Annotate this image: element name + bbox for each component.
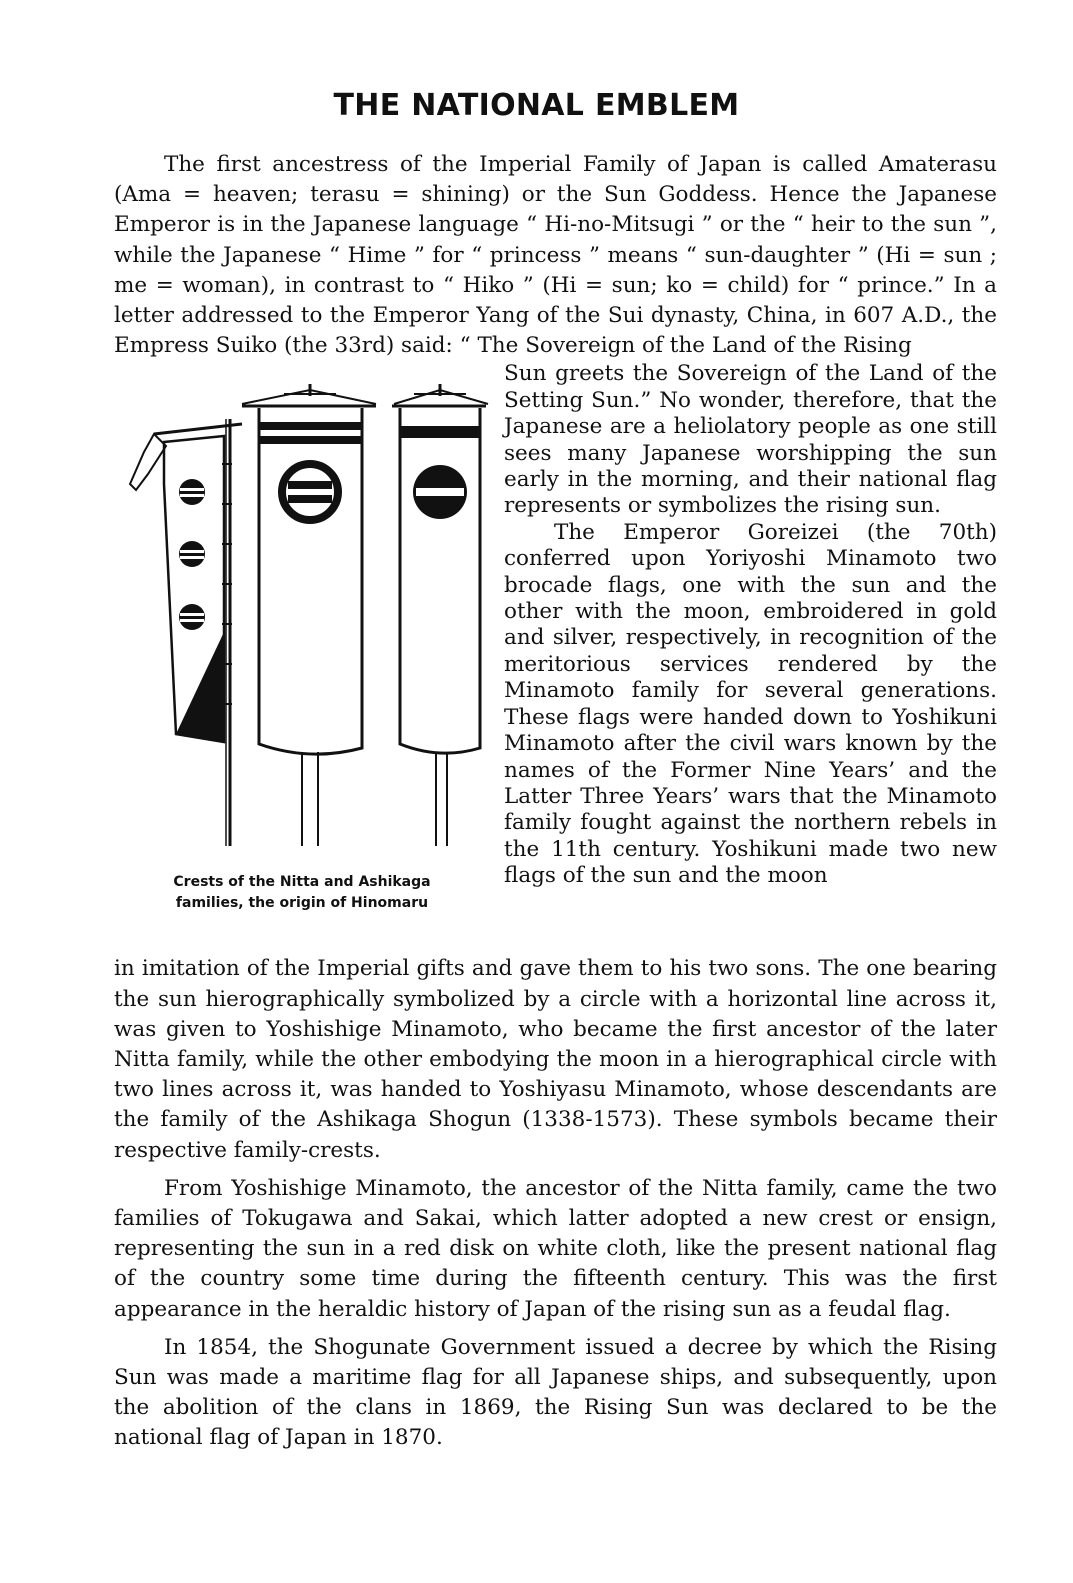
sun-crest-icon [413,465,467,519]
ashikaga-crest-icon [282,464,338,520]
nitta-crest-icon [179,479,205,630]
figure-wrap-section [114,361,997,912]
paragraph-1-top: The first ancestress of the Imperial Family of Japan is called Amaterasu (Ama = heaven; terasu = shining) or the Sun Goddess. Hence the Japanese Emperor is in the Japanese language “ Hi-no-Mitsugi ” or the “ heir to the sun ”, while the Japanese “ Hime ” for “ princess ” means “ sun-daughter ” (Hi = sun ; me = woman), in contrast to “ Hiko ” (Hi = sun; ko = child) for “ prince.” In a letter addressed to the Emperor Yang of the Sui dynasty, China, in 607 A.D., the Empress Suiko (the 33rd) said: “ The Sovereign of the Land of the Rising [114,152,997,359]
caption-line-1: Crests of the Nitta and Ashikaga [173,874,431,891]
paragraph-4: In 1854, the Shogunate Government issued a decree by which the Rising Sun was made a maritime flag for all Japanese ships, and subsequently, upon the abolition of the clans in 1869, the Rising Sun was declared to be the national flag of Japan in 1870. [114,1334,997,1451]
flag-figure [114,364,494,954]
paragraph-2-rest: in imitation of the Imperial gifts and gave them to his two sons. The one bearing the sun hierographically symbolized by a circle with a horizontal line across it, was given to Yoshishige Minamoto, who became the first ancestor of the later Nitta family, while the other embodying the moon in a hierographical circle with two lines across it, was handed to Yoshiyasu Minamoto, whose descendants are the family of the Ashikaga Shogun (1338-1573). These symbols became their respective family-crests. [114,956,997,1163]
paragraph-2-wrap: The Emperor Goreizei (the 70th) conferred upon Yoriyoshi Minamoto two brocade flags, one with the sun and the other with the moon, embroidered in gold and silver, respectively, in recognition of the meritorious services rendered by the Minamoto family for several generations. These flags were handed down to Yoshikuni Minamoto after the civil wars known by the names of the Former Nine Years’ and the Latter Three Years’ wars that the Minamoto family fought against the northern rebels in the 11th century. Yoshikuni made two new flags of the sun and the moon [504,519,997,889]
caption-line-2: families, the origin of Hinomaru [175,895,429,912]
article-body [114,150,997,1454]
flag-illustration [114,364,494,924]
page-title: THE NATIONAL EMBLEM [333,88,740,123]
middle-banner [242,384,376,846]
paragraph-3: From Yoshishige Minamoto, the ancestor of the Nitta family, came the two families of Tokugawa and Sakai, which latter adopted a new crest or ensign, representing the sun in a red disk on white cloth, like the present national flag of the country some time during the fifteenth century. This was the first appearance in the heraldic history of Japan of the rising sun as a feudal flag. [114,1175,997,1322]
figure-caption [122,872,482,914]
right-banner [392,384,488,846]
paragraph-1-wrap: Sun greets the Sovereign of the Land of the Setting Sun.” No wonder, therefore, that the Japanese are a heliolatory people as one still sees many Japanese worshipping the sun early in the morning, and their national flag represents or symbolizes the rising sun. [504,361,997,519]
